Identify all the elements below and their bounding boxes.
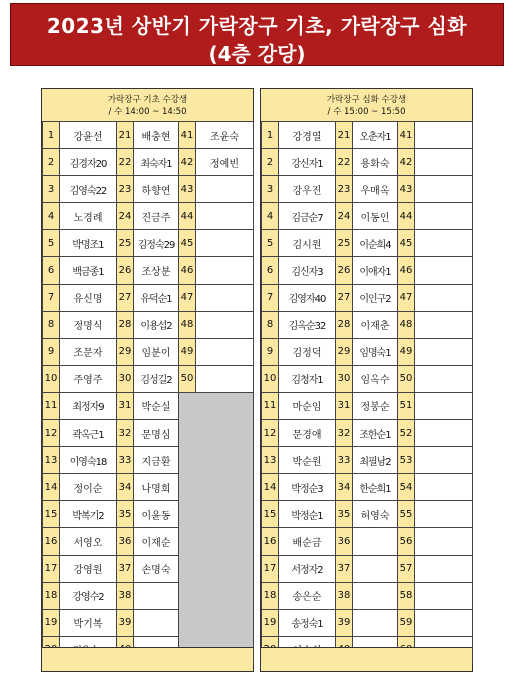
seat-number: 49 [398,338,415,365]
student-name: 송은순 [279,582,336,609]
seat-number: 55 [398,501,415,528]
student-name: 박정순3 [279,474,336,501]
basic-roster-footer [42,647,253,671]
advanced-class-panel [260,88,473,672]
seat-number: 31 [117,392,134,419]
student-name [415,609,473,636]
student-name: 이애자1 [353,257,398,284]
seat-number: 35 [117,501,134,528]
student-name: 강윤선 [60,122,117,149]
roster-row [43,149,254,176]
seat-number: 50 [179,365,196,392]
student-name: 문경애 [279,420,336,447]
seat-number: 59 [398,609,415,636]
seat-number: 23 [336,176,353,203]
seat-number: 41 [398,122,415,149]
roster-row [262,311,473,338]
student-name: 김옥순32 [279,311,336,338]
seat-number: 25 [336,230,353,257]
seat-number: 5 [262,230,279,257]
student-name: 김경자20 [60,149,117,176]
student-name [415,122,473,149]
seat-number: 26 [336,257,353,284]
roster-row [43,284,254,311]
student-name: 정이순 [60,474,117,501]
student-name [353,582,398,609]
student-name: 박복기2 [60,501,117,528]
student-name: 하향연 [134,176,179,203]
roster-row [262,203,473,230]
student-name: 강신자1 [279,149,336,176]
seat-number: 5 [43,230,60,257]
student-name: 오춘자1 [353,122,398,149]
student-name: 김금순7 [279,203,336,230]
student-name: 강우진 [279,176,336,203]
unavailable-block [179,392,254,663]
seat-number: 35 [336,501,353,528]
seat-number: 54 [398,474,415,501]
basic-class-title: 가락장구 기초 수강생 [107,95,188,105]
student-name: 강영원 [60,555,117,582]
seat-number: 19 [43,609,60,636]
student-name: 조한순1 [353,420,398,447]
seat-number: 18 [262,582,279,609]
roster-row [262,420,473,447]
student-name [415,176,473,203]
seat-number: 13 [43,447,60,474]
student-name [353,609,398,636]
seat-number: 43 [398,176,415,203]
student-name: 이재춘 [353,311,398,338]
student-name: 서영오 [60,528,117,555]
student-name: 용화숙 [353,149,398,176]
student-name [196,311,254,338]
seat-number: 42 [398,149,415,176]
student-name [415,528,473,555]
seat-number: 27 [336,284,353,311]
roster-row [262,230,473,257]
student-name [415,447,473,474]
seat-number: 6 [262,257,279,284]
banner-location: (4층 강당) [208,42,306,66]
student-name [415,501,473,528]
student-name: 이인구2 [353,284,398,311]
student-name: 김영숙22 [60,176,117,203]
advanced-class-time: / 수 15:00 ~ 15:50 [327,107,406,117]
student-name [353,528,398,555]
student-name [415,582,473,609]
seat-number: 4 [43,203,60,230]
roster-row [43,230,254,257]
seat-number: 27 [117,284,134,311]
student-name: 허영숙 [353,501,398,528]
roster-row [262,609,473,636]
student-name: 송정숙1 [279,609,336,636]
roster-row [262,338,473,365]
seat-number: 58 [398,582,415,609]
seat-number: 31 [336,392,353,419]
seat-number: 37 [117,555,134,582]
roster-row [262,501,473,528]
seat-number: 18 [43,582,60,609]
seat-number: 2 [262,149,279,176]
seat-number: 16 [262,528,279,555]
roster-row [262,555,473,582]
seat-number: 7 [262,284,279,311]
seat-number: 30 [117,365,134,392]
seat-number: 51 [398,392,415,419]
seat-number: 15 [43,501,60,528]
seat-number: 56 [398,528,415,555]
seat-number: 45 [398,230,415,257]
student-name: 문명심 [134,420,179,447]
seat-number: 45 [179,230,196,257]
seat-number: 3 [262,176,279,203]
roster-row [262,365,473,392]
student-name [415,149,473,176]
student-name: 김성길2 [134,365,179,392]
seat-number: 57 [398,555,415,582]
seat-number: 11 [262,392,279,419]
student-name: 정예빈 [196,149,254,176]
seat-number: 42 [179,149,196,176]
seat-number: 30 [336,365,353,392]
student-name [196,365,254,392]
seat-number: 33 [117,447,134,474]
roster-row [262,474,473,501]
seat-number: 22 [336,149,353,176]
student-name: 박기복 [60,609,117,636]
student-name: 김정숙29 [134,230,179,257]
seat-number: 13 [262,447,279,474]
seat-number: 22 [117,149,134,176]
roster-row [262,284,473,311]
seat-number: 46 [179,257,196,284]
seat-number: 9 [43,338,60,365]
seat-number: 53 [398,447,415,474]
student-name: 임분이 [134,338,179,365]
roster-row [262,582,473,609]
basic-class-header [42,89,253,122]
student-name: 이영숙18 [60,447,117,474]
student-name: 임옥수 [353,365,398,392]
basic-roster-table [42,121,254,664]
student-name [415,474,473,501]
roster-row [262,257,473,284]
advanced-roster-table [261,121,473,664]
student-name: 정명식 [60,311,117,338]
seat-number: 37 [336,555,353,582]
student-name [415,311,473,338]
roster-row [43,176,254,203]
student-name: 강경열 [279,122,336,149]
basic-class-panel [41,88,254,672]
student-name: 배충현 [134,122,179,149]
seat-number: 49 [179,338,196,365]
seat-number: 14 [262,474,279,501]
seat-number: 32 [336,420,353,447]
roster-row [262,528,473,555]
student-name: 주영주 [60,365,117,392]
student-name: 나명희 [134,474,179,501]
seat-number: 26 [117,257,134,284]
student-name: 배순금 [279,528,336,555]
student-name: 김신자3 [279,257,336,284]
student-name: 이순희4 [353,230,398,257]
seat-number: 12 [262,420,279,447]
roster-row [43,338,254,365]
seat-number: 25 [117,230,134,257]
student-name: 임명숙1 [353,338,398,365]
seat-number: 24 [336,203,353,230]
basic-class-time: / 수 14:00 ~ 14:50 [108,107,187,117]
seat-number: 38 [336,582,353,609]
advanced-class-header [261,89,472,122]
roster-row [262,176,473,203]
roster-row [43,311,254,338]
seat-number: 14 [43,474,60,501]
seat-number: 17 [262,555,279,582]
student-name: 김청자1 [279,365,336,392]
student-name: 한순희1 [353,474,398,501]
seat-number: 38 [117,582,134,609]
seat-number: 21 [336,122,353,149]
student-name: 조윤숙 [196,122,254,149]
seat-number: 1 [43,122,60,149]
seat-number: 10 [43,365,60,392]
seat-number: 47 [398,284,415,311]
student-name: 이재순 [134,528,179,555]
student-name [353,555,398,582]
student-name [415,420,473,447]
seat-number: 12 [43,420,60,447]
student-name: 박명조1 [60,230,117,257]
student-name: 최숙자1 [134,149,179,176]
seat-number: 50 [398,365,415,392]
student-name: 최정자9 [60,392,117,419]
seat-number: 9 [262,338,279,365]
student-name: 이동인 [353,203,398,230]
roster-row [43,365,254,392]
seat-number: 46 [398,257,415,284]
student-name: 조상분 [134,257,179,284]
seat-number: 3 [43,176,60,203]
seat-number: 8 [262,311,279,338]
student-name [415,257,473,284]
seat-number: 21 [117,122,134,149]
seat-number: 29 [117,338,134,365]
student-name [196,338,254,365]
student-name [196,230,254,257]
seat-number: 4 [262,203,279,230]
seat-number: 47 [179,284,196,311]
student-name [196,176,254,203]
banner-title: 2023년 상반기 가락장구 기초, 가락장구 심화 [46,14,468,38]
student-name: 박순원 [279,447,336,474]
seat-number: 39 [117,609,134,636]
student-name [134,609,179,636]
seat-number: 1 [262,122,279,149]
seat-number: 16 [43,528,60,555]
seat-number: 7 [43,284,60,311]
seat-number: 24 [117,203,134,230]
student-name [415,338,473,365]
seat-number: 34 [117,474,134,501]
student-name: 노경례 [60,203,117,230]
seat-number: 41 [179,122,196,149]
student-name: 마순임 [279,392,336,419]
student-name [196,257,254,284]
roster-row [262,149,473,176]
seat-number: 28 [117,311,134,338]
roster-row [43,122,254,149]
student-name: 손명숙 [134,555,179,582]
student-name: 서정자2 [279,555,336,582]
student-name [415,365,473,392]
advanced-roster-footer [261,647,472,671]
seat-number: 23 [117,176,134,203]
seat-number: 8 [43,311,60,338]
seat-number: 52 [398,420,415,447]
roster-row [262,122,473,149]
seat-number: 17 [43,555,60,582]
seat-number: 48 [179,311,196,338]
student-name [415,555,473,582]
seat-number: 48 [398,311,415,338]
student-name: 김영자40 [279,284,336,311]
seat-number: 39 [336,609,353,636]
seat-number: 33 [336,447,353,474]
roster-row [43,392,254,419]
student-name [196,203,254,230]
roster-row [262,447,473,474]
seat-number: 10 [262,365,279,392]
student-name: 김시원 [279,230,336,257]
student-name [415,203,473,230]
seat-number: 36 [336,528,353,555]
student-name [415,392,473,419]
seat-number: 19 [262,609,279,636]
student-name: 유덕순1 [134,284,179,311]
student-name [196,284,254,311]
seat-number: 6 [43,257,60,284]
seat-number: 15 [262,501,279,528]
seat-number: 32 [117,420,134,447]
student-name: 곽옥근1 [60,420,117,447]
student-name: 조문자 [60,338,117,365]
seat-number: 34 [336,474,353,501]
seat-number: 29 [336,338,353,365]
student-name: 지금환 [134,447,179,474]
seat-number: 44 [398,203,415,230]
student-name [415,230,473,257]
student-name: 진금주 [134,203,179,230]
student-name: 박정순1 [279,501,336,528]
student-name: 정봉순 [353,392,398,419]
roster-row [262,392,473,419]
student-name: 우매옥 [353,176,398,203]
student-name: 최필남2 [353,447,398,474]
seat-number: 43 [179,176,196,203]
student-name: 박순실 [134,392,179,419]
title-banner [10,3,504,66]
advanced-class-title: 가락장구 심화 수강생 [326,95,407,105]
roster-row [43,203,254,230]
student-name: 백금종1 [60,257,117,284]
seat-number: 44 [179,203,196,230]
student-name: 이용섭2 [134,311,179,338]
student-name: 강영수2 [60,582,117,609]
student-name: 김정덕 [279,338,336,365]
seat-number: 11 [43,392,60,419]
student-name: 유신명 [60,284,117,311]
seat-number: 28 [336,311,353,338]
student-name: 이윤동 [134,501,179,528]
roster-row [43,257,254,284]
student-name [134,582,179,609]
seat-number: 2 [43,149,60,176]
seat-number: 36 [117,528,134,555]
student-name [415,284,473,311]
